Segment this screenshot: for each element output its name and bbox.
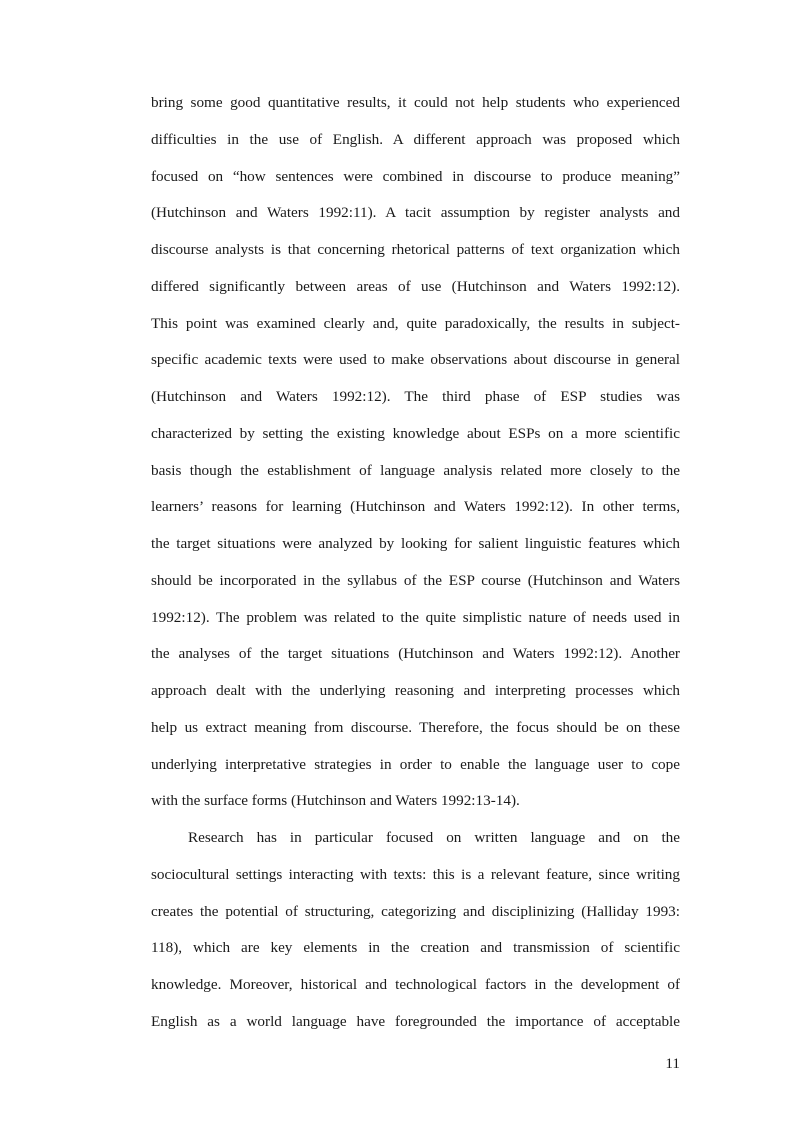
text-line: discourse analysts is that concerning rhetorical patterns of text organization which xyxy=(151,241,680,258)
text-line: with the surface forms (Hutchinson and Waters 1992:13-14). xyxy=(151,792,520,810)
text-line: differed significantly between areas of use (Hutchinson and Waters 1992:12). xyxy=(151,277,680,295)
text-line: This point was examined clearly and, quite paradoxically, the results in subject- xyxy=(151,314,680,332)
text-line: Research has in particular focused on written language and on the xyxy=(188,829,680,846)
text-line: focused on “how sentences were combined in discourse to produce meaning” xyxy=(151,167,680,185)
paragraph xyxy=(151,85,680,820)
text-line: help us extract meaning from discourse. Therefore, the focus should be on these xyxy=(151,718,680,736)
text-line: specific academic texts were used to make observations about discourse in general xyxy=(151,351,680,369)
text-line: the target situations were analyzed by looking for salient linguistic features which xyxy=(151,535,680,552)
text-line: approach dealt with the underlying reasoning and interpreting processes which xyxy=(151,682,680,699)
text-line: English as a world language have foregrounded the importance of acceptable xyxy=(151,1012,680,1030)
text-line: underlying interpretative strategies in order to enable the language user to cope xyxy=(151,755,680,773)
page-number: 11 xyxy=(665,1055,680,1072)
text-line: difficulties in the use of English. A different approach was proposed which xyxy=(151,130,680,148)
text-line: should be incorporated in the syllabus of the ESP course (Hutchinson and Waters xyxy=(151,571,680,589)
text-line: 118), which are key elements in the creation and transmission of scientific xyxy=(151,939,680,957)
text-line: (Hutchinson and Waters 1992:11). A tacit assumption by register analysts and xyxy=(151,204,680,222)
text-line: characterized by setting the existing knowledge about ESPs on a more scientific xyxy=(151,424,680,442)
body-text xyxy=(151,85,680,1041)
text-line: basis though the establishment of language analysis related more closely to the xyxy=(151,461,680,479)
paragraph xyxy=(151,820,680,1041)
text-line: sociocultural settings interacting with texts: this is a relevant feature, since writing xyxy=(151,865,680,883)
text-line: bring some good quantitative results, it could not help students who experienced xyxy=(151,94,680,111)
text-line: 1992:12). The problem was related to the quite simplistic nature of needs used in xyxy=(151,608,680,626)
text-line: knowledge. Moreover, historical and technological factors in the development of xyxy=(151,976,680,993)
text-line: (Hutchinson and Waters 1992:12). The third phase of ESP studies was xyxy=(151,388,680,405)
text-line: the analyses of the target situations (Hutchinson and Waters 1992:12). Another xyxy=(151,645,680,663)
text-line: creates the potential of structuring, categorizing and disciplinizing (Halliday 1993: xyxy=(151,902,680,920)
text-line: learners’ reasons for learning (Hutchinson and Waters 1992:12). In other terms, xyxy=(151,498,680,516)
